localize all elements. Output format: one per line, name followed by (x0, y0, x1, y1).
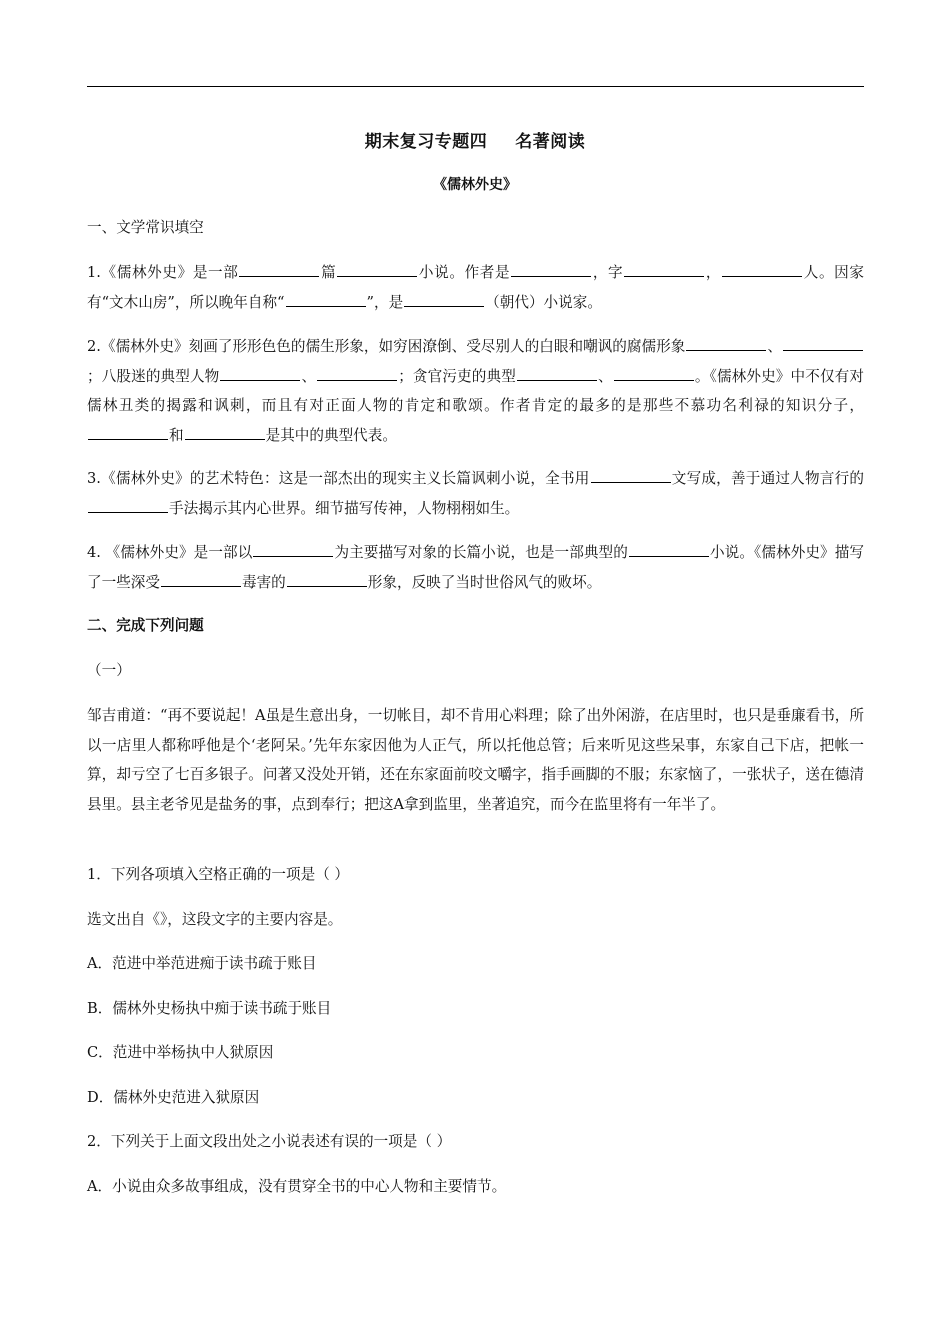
option-a[interactable]: A．范进中举范进痴于读书疏于账目 (87, 955, 317, 972)
blank[interactable] (161, 572, 241, 587)
fill-question-3: 3.《儒林外史》的艺术特色：这是一部杰出的现实主义长篇讽刺小说，全书用 文写成，善于通过人物言行的手法揭示其内心世界。细节描写传神，人物栩栩如生。 (87, 470, 864, 517)
title-left: 期末复习专题四 (364, 132, 488, 152)
fill-question-4: 4. 《儒林外史》是一部以 为主要描写对象的长篇小说，也是一部典型的 小说。《儒林外史》描写了一些深受 毒害的 形象，反映了当时世俗风气的败坏。 (87, 544, 864, 591)
blank[interactable] (404, 292, 484, 307)
option-d[interactable]: D．儒林外史范进入狱原因 (87, 1089, 260, 1106)
blank[interactable] (337, 262, 417, 277)
blank[interactable] (722, 262, 802, 277)
blank[interactable] (629, 542, 709, 557)
option-b[interactable]: B．儒林外史杨执中痴于读书疏于账目 (87, 1000, 332, 1017)
blank[interactable] (88, 425, 168, 440)
title-right: 名著阅读 (515, 132, 586, 152)
blank[interactable] (686, 336, 766, 351)
blank[interactable] (591, 468, 671, 483)
blank[interactable] (88, 498, 168, 513)
blank[interactable] (239, 262, 319, 277)
option-c[interactable]: C．范进中举杨执中人狱原因 (87, 1044, 274, 1061)
blank[interactable] (517, 366, 597, 381)
blank[interactable] (286, 292, 366, 307)
blank[interactable] (287, 572, 367, 587)
reading-passage: 邹吉甫道：“再不要说起！A虽是生意出身，一切帐目，却不肯用心料理；除了出外闲游，在店里时，也只是垂廉看书，所以一店里人都称呼他是个‘老阿呆。’先年东家因他为人正气，所以托他总管；后来听见这些呆事，东家自己下店，把帐一算，却亏空了七百多银子。问著又没处开销，还在东家面前咬文嚼字，指手画脚的不服；东家恼了，一张状子，送在德清县里。县主老爷见是盐务的事，点到奉行；把这A拿到监里，坐著追究，而今在监里将有一年半了。 (87, 707, 864, 813)
blank[interactable] (624, 262, 704, 277)
blank[interactable] (511, 262, 591, 277)
blank[interactable] (317, 366, 397, 381)
fill-question-2: 2.《儒林外史》刻画了形形色色的儒生形象，如穷困潦倒、受尽别人的白眼和嘲讽的腐儒形象 、；八股迷的典型人物 、 ；贪官污吏的典型 、 。《儒林外史》中不仅有对儒林丑类的揭露和讽刺，而且有对正面人物的肯定和歌颂。作者肯定的最多的是那些不慕功名利禄的知识分子，和 是其中的典型代表。 (87, 338, 864, 444)
part-label: （一） (87, 662, 131, 679)
question-2: 2．下列关于上面文段出处之小说表述有误的一项是（ ） (87, 1133, 452, 1150)
blank[interactable] (220, 366, 300, 381)
blank[interactable] (783, 336, 863, 351)
question-1: 1．下列各项填入空格正确的一项是（ ） (87, 866, 350, 883)
fill-question-1: 1.《儒林外史》是一部 篇 小说。作者是 ，字 ， 人。因家有“文木山房”，所以晚年自称“ ”，是 （朝代）小说家。 (87, 264, 864, 311)
blank[interactable] (614, 366, 694, 381)
page-title (0, 127, 950, 152)
section2-heading: 二、完成下列问题 (87, 617, 204, 634)
book-title: 《儒林外史》 (433, 177, 517, 193)
header-rule (87, 86, 864, 87)
q2-option-a[interactable]: A．小说由众多故事组成，没有贯穿全书的中心人物和主要情节。 (87, 1178, 507, 1195)
section1-heading: 一、文学常识填空 (87, 219, 204, 236)
blank[interactable] (185, 425, 265, 440)
blank[interactable] (253, 542, 333, 557)
question-1-stem: 选文出自《》，这段文字的主要内容是。 (87, 911, 343, 928)
